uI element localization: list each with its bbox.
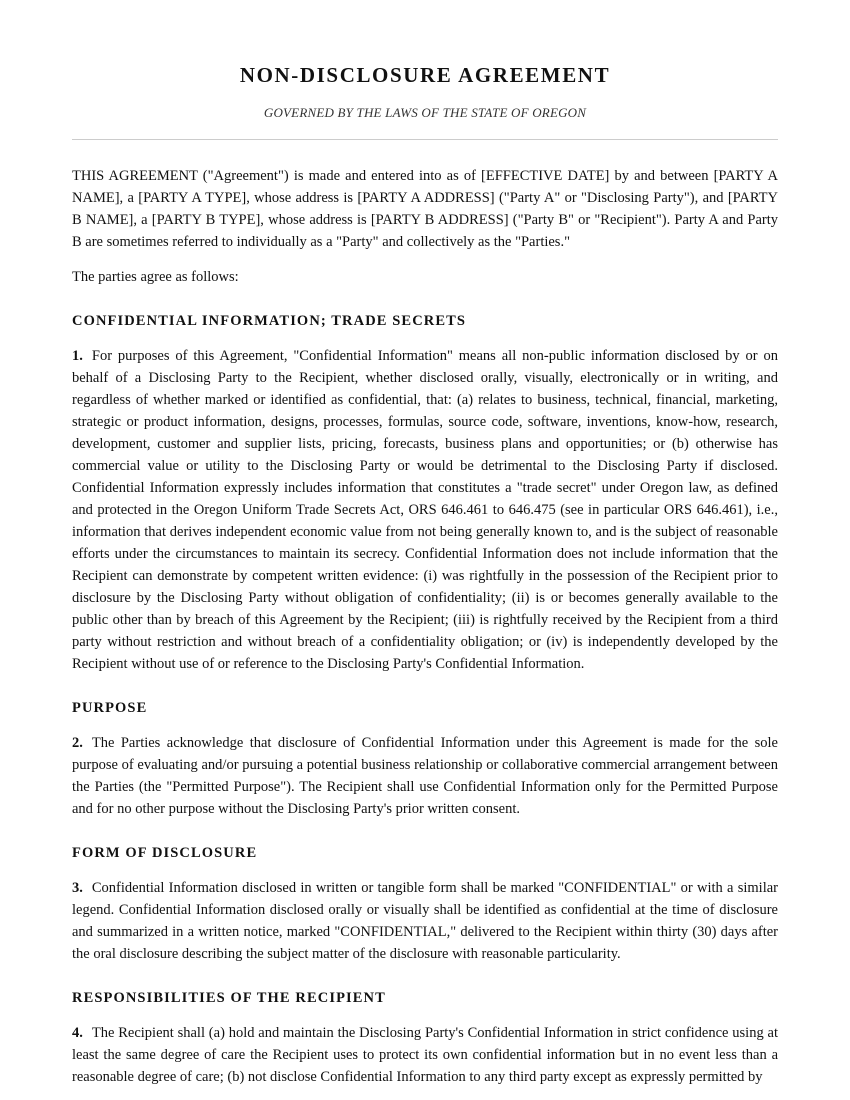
section-confidential-information: [72, 311, 778, 675]
clause-text: For purposes of this Agreement, "Confidential Information" means all non-public information disclosed by or on behalf of a Disclosing Party to the Recipient, whether disclosed orally, visually, electronically or in writing, and regardless of whether marked or identified as confidential, that: (a) relates to business, technical, financial, marketing, strategic or product information, designs, processes, formulas, source code, software, inventions, know-how, research, development, customer and supplier lists, pricing, forecasts, business plans and opportunities; or (b) otherwise has commercial value or utility to the Disclosing Party or would be detrimental to the Disclosing Party if disclosed. Confidential Information expressly includes information that constitutes a "trade secret" under Oregon law, as defined and protected in the Oregon Uniform Trade Secrets Act, ORS 646.461 to 646.475 (see in particular ORS 646.461), i.e., information that derives independent economic value from not being generally known to, and is the subject of reasonable efforts under the circumstances to maintain its secrecy. Confidential Information does not include information that the Recipient can demonstrate by competent written evidence: (i) was rightfully in the possession of the Recipient prior to disclosure by the Disclosing Party without obligation of confidentiality; (ii) is or becomes generally available to the public other than by breach of this Agreement by the Recipient; (iii) is rightfully received by the Recipient from a third party without restriction and without breach of a confidentiality obligation; or (iv) is independently developed by the Recipient without use of or reference to the Disclosing Party's Confidential Information.: [72, 348, 778, 672]
clause-number: 3.: [72, 880, 83, 896]
clause-text: Confidential Information disclosed in written or tangible form shall be marked "CONFIDENTIAL" or with a similar legend. Confidential Information disclosed orally or visually shall be identified as confidential at the time of disclosure and summarized in a written notice, marked "CONFIDENTIAL," delivered to the Recipient within thirty (30) days after the oral disclosure describing the subject matter of the disclosure with reasonable particularity.: [72, 880, 778, 962]
clause-text: The Recipient shall (a) hold and maintain the Disclosing Party's Confidential Information in strict confidence using at least the same degree of care the Recipient uses to protect its own confidential information but in no event less than a reasonable degree of care; (b) not disclose Confidential Information to any third party except as expressly permitted by: [72, 1025, 778, 1085]
intro-paragraph: THIS AGREEMENT ("Agreement") is made and entered into as of [EFFECTIVE DATE] by and between [PARTY A NAME], a [PARTY A TYPE], whose address is [PARTY A ADDRESS] ("Party A" or "Disclosing Party"), and [PARTY B NAME], a [PARTY B TYPE], whose address is [PARTY B ADDRESS] ("Party B" or "Recipient"). Party A and Party B are sometimes referred to individually as a "Party" and collectively as the "Parties.": [72, 168, 778, 250]
section-heading: PURPOSE: [72, 700, 148, 716]
section-heading: RESPONSIBILITIES OF THE RECIPIENT: [72, 990, 386, 1006]
clause-text: The Parties acknowledge that disclosure of Confidential Information under this Agreement is made for the sole purpose of evaluating and/or pursuing a potential business relationship or collaborative commercial arrangement between the Parties (the "Permitted Purpose"). The Recipient shall use Confidential Information only for the Permitted Purpose and for no other purpose without the Disclosing Party's prior written consent.: [72, 735, 778, 817]
clause-paragraph: [72, 1022, 778, 1088]
agree-line: The parties agree as follows:: [72, 269, 239, 285]
clause-paragraph: [72, 732, 778, 820]
section-heading: CONFIDENTIAL INFORMATION; TRADE SECRETS: [72, 313, 467, 329]
document-title: NON-DISCLOSURE AGREEMENT: [239, 63, 611, 87]
clause-paragraph: [72, 877, 778, 965]
clause-number: 1.: [72, 348, 83, 364]
section-purpose: [72, 698, 778, 820]
section-heading: FORM OF DISCLOSURE: [72, 845, 258, 861]
clause-paragraph: [72, 345, 778, 675]
clause-number: 2.: [72, 735, 83, 751]
section-responsibilities-of-recipient: [72, 988, 778, 1088]
governing-law-subtitle: GOVERNED BY THE LAWS OF THE STATE OF OREGON: [263, 105, 587, 120]
section-form-of-disclosure: [72, 843, 778, 965]
clause-number: 4.: [72, 1025, 83, 1041]
header-divider: [72, 139, 778, 140]
